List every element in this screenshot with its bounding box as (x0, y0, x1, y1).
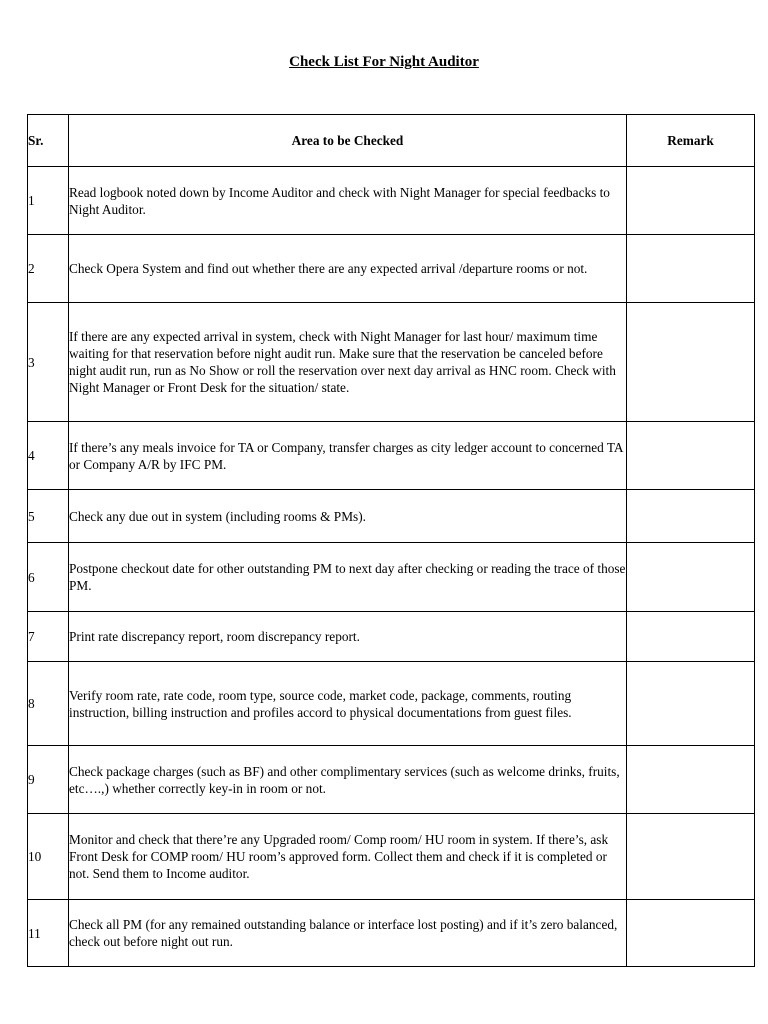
column-header-area: Area to be Checked (69, 115, 627, 167)
remark-cell (627, 662, 755, 746)
area-to-check: If there’s any meals invoice for TA or Company, transfer charges as city ledger account to concerned TA or Company A/R by IFC PM. (69, 422, 627, 490)
table-row (28, 814, 755, 900)
page-title: Check List For Night Auditor (289, 54, 479, 70)
row-number: 4 (28, 422, 69, 490)
table-row (28, 422, 755, 490)
checklist-table (27, 114, 755, 967)
column-header-sr: Sr. (28, 115, 69, 167)
row-number: 3 (28, 303, 69, 422)
table-row (28, 167, 755, 235)
row-number: 9 (28, 746, 69, 814)
row-number: 1 (28, 167, 69, 235)
area-to-check: Print rate discrepancy report, room discrepancy report. (69, 612, 627, 662)
remark-cell (627, 814, 755, 900)
area-to-check: Check package charges (such as BF) and other complimentary services (such as welcome drinks, fruits, etc….,) whether correctly key-in in room or not. (69, 746, 627, 814)
remark-cell (627, 543, 755, 612)
area-to-check: Postpone checkout date for other outstanding PM to next day after checking or reading the trace of those PM. (69, 543, 627, 612)
table-row (28, 746, 755, 814)
row-number: 7 (28, 612, 69, 662)
row-number: 10 (28, 814, 69, 900)
remark-cell (627, 235, 755, 303)
area-to-check: Check any due out in system (including rooms & PMs). (69, 490, 627, 543)
remark-cell (627, 422, 755, 490)
remark-cell (627, 167, 755, 235)
column-header-remark: Remark (627, 115, 755, 167)
table-row (28, 235, 755, 303)
table-row (28, 543, 755, 612)
row-number: 6 (28, 543, 69, 612)
remark-cell (627, 490, 755, 543)
table-row (28, 900, 755, 967)
row-number: 5 (28, 490, 69, 543)
table-row (28, 490, 755, 543)
area-to-check: Check all PM (for any remained outstanding balance or interface lost posting) and if it’s zero balanced, check out before night out run. (69, 900, 627, 967)
remark-cell (627, 900, 755, 967)
area-to-check: Verify room rate, rate code, room type, source code, market code, package, comments, routing instruction, billing instruction and profiles accord to physical documentations from guest files. (69, 662, 627, 746)
area-to-check: Read logbook noted down by Income Auditor and check with Night Manager for special feedbacks to Night Auditor. (69, 167, 627, 235)
row-number: 11 (28, 900, 69, 967)
table-row (28, 612, 755, 662)
table-row (28, 662, 755, 746)
table-row (28, 303, 755, 422)
remark-cell (627, 612, 755, 662)
row-number: 8 (28, 662, 69, 746)
row-number: 2 (28, 235, 69, 303)
table-header-row (28, 115, 755, 167)
area-to-check: Monitor and check that there’re any Upgraded room/ Comp room/ HU room in system. If there’s, ask Front Desk for COMP room/ HU room’s approved form. Collect them and check if it is completed or not. Send them to Income auditor. (69, 814, 627, 900)
area-to-check: If there are any expected arrival in system, check with Night Manager for last hour/ maximum time waiting for that reservation before night audit run. Make sure that the reservation be canceled before night audit run, run as No Show or roll the reservation over next day arrival as HNC room. Check with Night Manager or Front Desk for the situation/ state. (69, 303, 627, 422)
area-to-check: Check Opera System and find out whether there are any expected arrival /departure rooms or not. (69, 235, 627, 303)
remark-cell (627, 746, 755, 814)
remark-cell (627, 303, 755, 422)
